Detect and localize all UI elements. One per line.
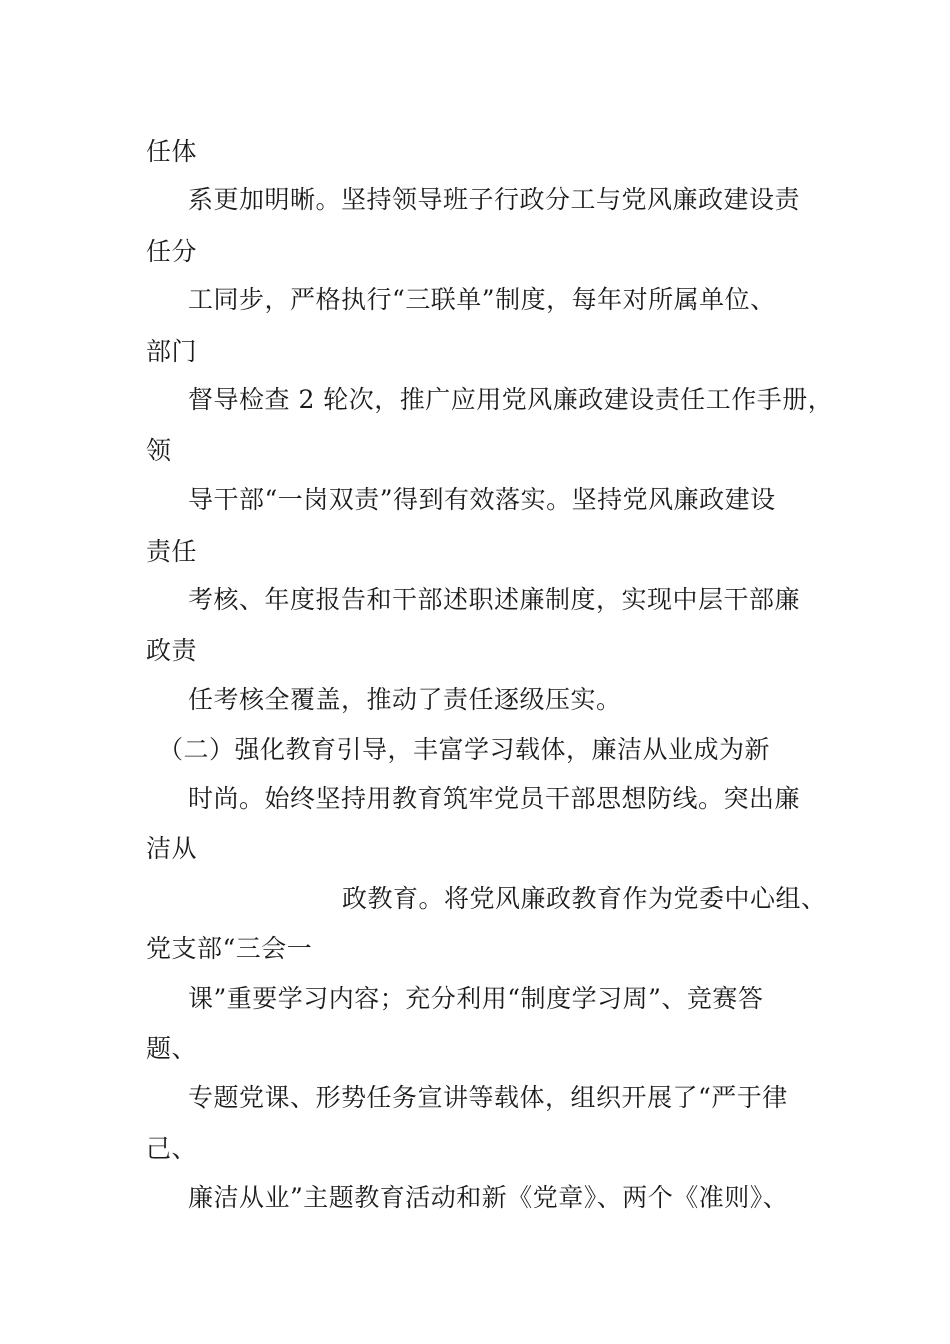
text-line: 政责 [146,636,198,665]
text-line: 领 [146,436,172,465]
text-line: 部门 [146,337,198,366]
text-line: 导干部“一岗双责”得到有效落实。坚持党风廉政建设 [188,485,776,514]
text-line: 工同步，严格执行“三联单”制度，每年对所属单位、 [188,285,776,314]
text-line: 己、 [146,1134,198,1163]
text-line: 政教育。将党风廉政教育作为党委中心组、 [342,884,827,913]
text-line: 廉洁从业”主题教育活动和新《党章》、两个《准则》、 [188,1183,789,1212]
text-line: 系更加明晰。坚持领导班子行政分工与党风廉政建设责 [188,185,801,214]
section-heading: （二）强化教育引导，丰富学习载体，廉洁从业成为新 [158,735,771,764]
text-line: 课”重要学习内容；充分利用“制度学习周”、竞赛答 [188,984,764,1013]
text-line: 责任 [146,537,198,566]
text-line: 督导检查 2 轮次，推广应用党风廉政建设责任工作手册， [188,385,834,414]
text-line: 党支部“三会一 [146,934,313,963]
text-line: 任体 [146,137,198,166]
text-line: 任分 [146,237,198,266]
text-line: 洁从 [146,834,198,863]
text-line: 任考核全覆盖，推动了责任逐级压实。 [188,685,622,714]
text-line: 考核、年度报告和干部述职述廉制度，实现中层干部廉 [188,585,801,614]
text-line: 专题党课、形势任务宣讲等载体，组织开展了“严于律 [188,1083,788,1112]
text-line: 时尚。始终坚持用教育筑牢党员干部思想防线。突出廉 [188,784,801,813]
text-line: 题、 [146,1034,198,1063]
